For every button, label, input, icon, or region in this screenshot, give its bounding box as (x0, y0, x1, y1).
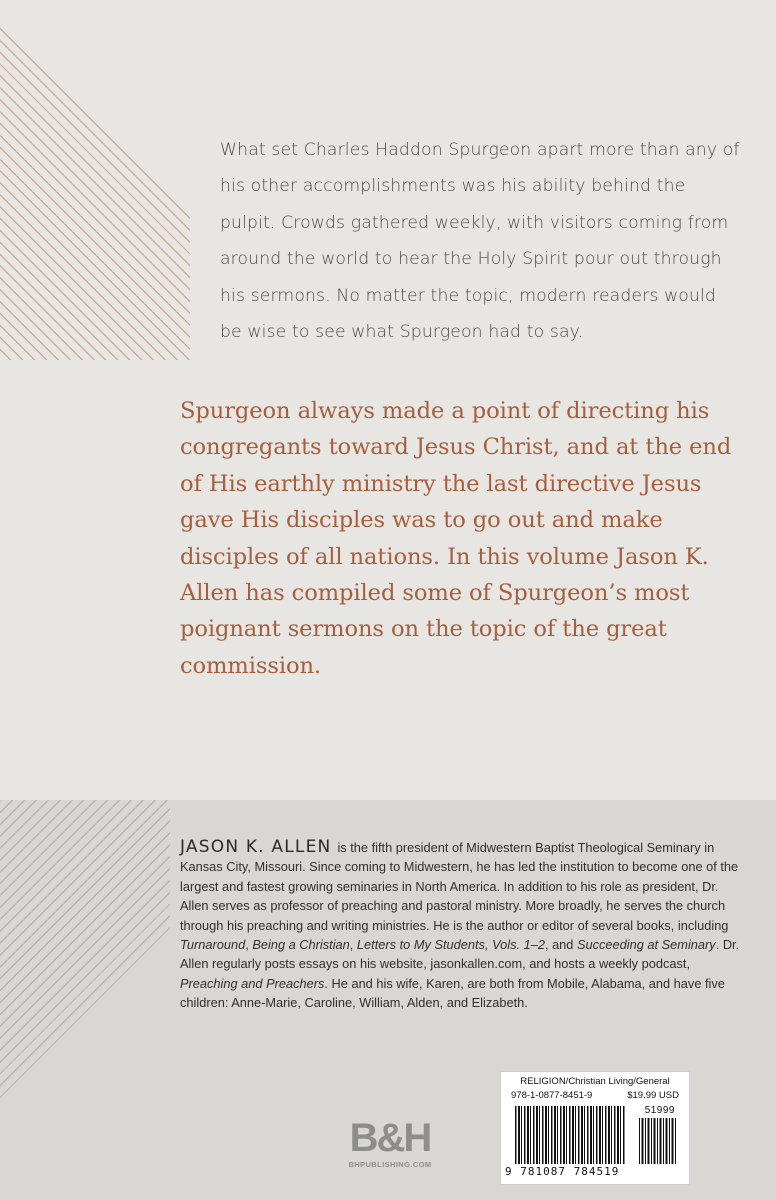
bh-logo-mark: B&H (349, 1116, 431, 1160)
highlight-paragraph: Spurgeon always made a point of directing his congregants toward Jesus Christ, and at the end of His earthly ministry the last directive Jesus gave His disciples was to go out and make disciples of all nations. In this volume Jason K. Allen has compiled some of Spurgeon’s most poignant sermons on the topic of the great commission. (180, 398, 732, 679)
barcode-box (500, 1071, 690, 1185)
book-title: Letters to My Students, Vols. 1–2 (356, 937, 545, 953)
bio-separator: , (245, 937, 253, 953)
bio-separator: , (349, 937, 357, 953)
bio-text-2: . Dr. Allen regularly posts essays on his website, jasonkallen.com, and hosts a weekly podcast, (180, 937, 740, 972)
bio-text-3: . He and his wife, Karen, are both from Mobile, Alabama, and have five children: Anne-Marie, Caroline, William, Alden, and Elizabeth. (180, 975, 725, 1011)
podcast-title: Preaching and Preachers (180, 975, 325, 991)
publisher-logo (340, 1118, 440, 1169)
author-bio (180, 838, 740, 1013)
decorative-stripes-top (0, 0, 190, 360)
decorative-stripes-bottom (0, 800, 170, 1200)
intro-paragraph: What set Charles Haddon Spurgeon apart more than any of his other accomplishments was his ability behind the pulpit. Crowds gathered weekly, with visitors coming from around the world to hear the Holy Spirit pour out through his sermons. No matter the topic, modern readers would be wise to see what Spurgeon had to say. (220, 140, 740, 343)
barcode-category: RELIGION/Christian Living/General (520, 1076, 670, 1087)
book-title: Succeeding at Seminary (576, 937, 716, 953)
barcode-supplement-bars-icon (639, 1118, 677, 1164)
barcode-price: $19.99 USD (627, 1090, 679, 1101)
book-title: Turnaround (180, 937, 246, 953)
bio-separator: , and (544, 937, 577, 953)
barcode-supplement-number: 51999 (644, 1105, 675, 1116)
barcode-isbn: 978-1-0877-8451-9 (511, 1090, 593, 1101)
barcode-bars-icon (515, 1106, 625, 1164)
barcode-digits: 9 781087 784519 (505, 1165, 620, 1178)
bio-text-1: is the fifth president of Midwestern Baptist Theological Seminary in Kansas City, Missouri. Since coming to Midwestern, he has led the institution to become one of the largest and fastest growing seminaries in North America. In addition to his role as president, Dr. Allen serves as professor of preaching and pastoral ministry. More broadly, he serves the church through his preaching and writing ministries. He is the author or editor of several books, including (180, 840, 739, 933)
author-name: JASON K. ALLEN (180, 837, 332, 857)
book-title: Being a Christian (252, 937, 350, 953)
publisher-url: BHPUBLISHING.COM (348, 1160, 432, 1169)
